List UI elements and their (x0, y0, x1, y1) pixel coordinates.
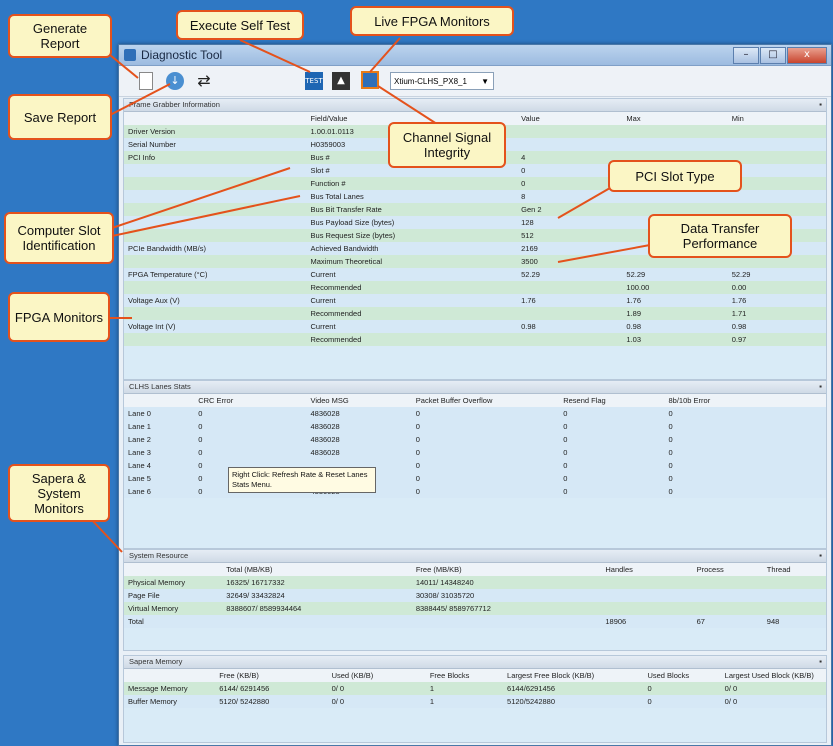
table-cell: 6144/ 6291456 (215, 682, 327, 695)
table-cell: 0 (665, 420, 827, 433)
table-cell: Maximum Theoretical (307, 255, 518, 268)
table-cell (124, 307, 307, 320)
table-cell (763, 602, 826, 615)
table-cell: 100.00 (622, 281, 727, 294)
table-cell: 0 (665, 459, 827, 472)
table-cell (517, 281, 622, 294)
table-cell: 0/ 0 (721, 682, 826, 695)
table-cell: 0 (194, 485, 306, 498)
table-cell (124, 229, 307, 242)
callout-pci-slot-type: PCI Slot Type (608, 160, 742, 192)
table-cell: Bus Request Size (bytes) (307, 229, 518, 242)
table-cell: 0.00 (728, 281, 826, 294)
table-cell (124, 216, 307, 229)
table-cell: 2169 (517, 242, 622, 255)
table-row[interactable] (124, 446, 826, 459)
table-cell: 512 (517, 229, 622, 242)
table-cell (622, 125, 727, 138)
table-cell (693, 576, 763, 589)
table-cell: 0/ 0 (328, 682, 426, 695)
table-cell: 8 (517, 190, 622, 203)
table-cell (763, 589, 826, 602)
table-cell: 0 (194, 446, 306, 459)
table-cell: 1.76 (728, 294, 826, 307)
column-header[interactable]: Resend Flag (559, 394, 664, 407)
table-cell: 0 (194, 407, 306, 420)
table-cell: 18906 (601, 615, 692, 628)
table-cell: 0 (559, 472, 664, 485)
column-header[interactable]: Free (MB/KB) (412, 563, 602, 576)
table-cell: 1.76 (517, 294, 622, 307)
column-header[interactable]: Used Blocks (643, 669, 720, 682)
table-cell: 1.03 (622, 333, 727, 346)
table-cell: 4836028 (307, 446, 412, 459)
table-cell: 0 (559, 485, 664, 498)
callout-generate-report: Generate Report (8, 14, 112, 58)
maximize-button[interactable]: □ (760, 47, 786, 64)
column-header[interactable]: Field/Value (307, 112, 518, 125)
callout-save-report: Save Report (8, 94, 112, 140)
callout-execute-self-test: Execute Self Test (176, 10, 304, 40)
table-cell: 948 (763, 615, 826, 628)
table-cell: 0 (559, 433, 664, 446)
column-header[interactable]: CRC Error (194, 394, 306, 407)
fpga-monitor-icon[interactable]: ▲ (332, 72, 350, 90)
table-cell (601, 589, 692, 602)
table-cell: Buffer Memory (124, 695, 215, 708)
system-resource-table (124, 563, 826, 628)
table-cell: 4836028 (307, 420, 412, 433)
table-row[interactable] (124, 433, 826, 446)
table-cell: Current (307, 268, 518, 281)
minimize-button[interactable]: – (733, 47, 759, 64)
table-cell (728, 190, 826, 203)
table-cell: 0/ 0 (328, 695, 426, 708)
column-header[interactable]: Used (KB/B) (328, 669, 426, 682)
table-cell: 0 (559, 420, 664, 433)
table-cell (728, 151, 826, 164)
table-cell: 0 (412, 472, 559, 485)
channel-signal-icon[interactable] (361, 71, 379, 89)
board-select[interactable] (390, 72, 494, 90)
table-cell: 0 (559, 459, 664, 472)
table-cell (124, 255, 307, 268)
table-cell: Message Memory (124, 682, 215, 695)
table-cell: Recommended (307, 281, 518, 294)
table-cell (728, 177, 826, 190)
pin-icon[interactable]: ▪ (819, 100, 822, 109)
table-cell: 4836028 (307, 407, 412, 420)
column-header[interactable]: Thread (763, 563, 826, 576)
table-cell: 52.29 (728, 268, 826, 281)
table-row[interactable] (124, 682, 826, 695)
column-header[interactable]: Video MSG (307, 394, 412, 407)
table-row[interactable] (124, 602, 826, 615)
column-header[interactable]: Value (517, 112, 622, 125)
table-cell: Recommended (307, 333, 518, 346)
toolbar (119, 66, 831, 97)
table-cell: 0 (665, 433, 827, 446)
system-resource-panel (123, 549, 827, 651)
table-cell: Bus Payload Size (bytes) (307, 216, 518, 229)
table-cell: 32649/ 33432824 (222, 589, 412, 602)
window-title: Diagnostic Tool (141, 48, 223, 62)
table-row[interactable] (124, 615, 826, 628)
clhs-header (124, 381, 826, 394)
table-cell (412, 615, 602, 628)
table-cell: H0359003 (307, 138, 518, 151)
table-cell: Lane 4 (124, 459, 194, 472)
header-row (124, 394, 826, 407)
table-cell: 16325/ 16717332 (222, 576, 412, 589)
save-report-icon[interactable]: ↓ (166, 72, 184, 90)
table-cell (124, 281, 307, 294)
board-select-value: Xtium-CLHS_PX8_1 (394, 77, 467, 86)
table-cell: 4 (517, 151, 622, 164)
table-cell: 128 (517, 216, 622, 229)
table-cell: 8388445/ 8589767712 (412, 602, 602, 615)
column-header[interactable] (124, 394, 194, 407)
table-cell: 1.00.01.0113 (307, 125, 518, 138)
table-cell (124, 164, 307, 177)
sapera-memory-panel (123, 655, 827, 743)
table-cell: 5120/ 5242880 (215, 695, 327, 708)
table-cell: 0 (665, 472, 827, 485)
table-cell (124, 203, 307, 216)
table-cell: 1 (426, 695, 503, 708)
callout-sapera-system-monitors: Sapera & System Monitors (8, 464, 110, 522)
column-header[interactable] (124, 669, 215, 682)
table-cell: 0/ 0 (721, 695, 826, 708)
table-cell: Virtual Memory (124, 602, 222, 615)
table-cell: Total (124, 615, 222, 628)
panel-title: Sapera Memory (129, 657, 183, 666)
table-cell: 6144/6291456 (503, 682, 643, 695)
table-cell: 0 (194, 459, 306, 472)
table-cell: Bus Total Lanes (307, 190, 518, 203)
table-cell (517, 138, 622, 151)
table-cell: Gen 2 (517, 203, 622, 216)
clhs-panel (123, 380, 827, 549)
table-cell: 0 (643, 695, 720, 708)
table-cell: Driver Version (124, 125, 307, 138)
callout-computer-slot-identification: Computer Slot Identification (4, 212, 114, 264)
table-row[interactable] (124, 420, 826, 433)
table-cell: Physical Memory (124, 576, 222, 589)
column-header[interactable]: Largest Used Block (KB/B) (721, 669, 826, 682)
column-header[interactable] (124, 112, 307, 125)
table-cell: 0 (643, 682, 720, 695)
table-row[interactable] (124, 576, 826, 589)
column-header[interactable]: Largest Free Block (KB/B) (503, 669, 643, 682)
column-header[interactable]: Packet Buffer Overflow (412, 394, 559, 407)
system-resource-header (124, 550, 826, 563)
table-cell: 30308/ 31035720 (412, 589, 602, 602)
table-cell: 1.71 (728, 307, 826, 320)
column-header[interactable]: Process (693, 563, 763, 576)
table-cell: Current (307, 294, 518, 307)
table-cell (517, 333, 622, 346)
panel-title: System Resource (129, 551, 189, 560)
table-cell (222, 615, 412, 628)
refresh-icon[interactable]: ⇄ (197, 71, 211, 90)
table-cell: FPGA Temperature (°C) (124, 268, 307, 281)
table-cell: Lane 5 (124, 472, 194, 485)
table-cell: 8388607/ 8589934464 (222, 602, 412, 615)
table-cell (728, 138, 826, 151)
table-cell: 0 (412, 420, 559, 433)
table-cell: 0.97 (728, 333, 826, 346)
table-row[interactable] (124, 589, 826, 602)
lanes-tooltip: Right Click: Refresh Rate & Reset Lanes Stats Menu. (228, 467, 376, 493)
table-cell: 52.29 (517, 268, 622, 281)
table-cell (601, 602, 692, 615)
table-cell (763, 576, 826, 589)
table-cell: Slot # (307, 164, 518, 177)
table-cell (124, 190, 307, 203)
callout-fpga-monitors: FPGA Monitors (8, 292, 110, 342)
table-cell: 0.98 (728, 320, 826, 333)
header-row (124, 563, 826, 576)
table-cell: 0 (194, 472, 306, 485)
callout-channel-signal-integrity: Channel Signal Integrity (388, 122, 506, 168)
table-cell (517, 125, 622, 138)
table-row[interactable] (124, 268, 826, 281)
table-cell: 5120/5242880 (503, 695, 643, 708)
pin-icon[interactable]: ▪ (819, 382, 822, 391)
column-header[interactable]: Total (MB/KB) (222, 563, 412, 576)
table-row[interactable] (124, 695, 826, 708)
table-cell (693, 602, 763, 615)
table-cell: 0 (412, 459, 559, 472)
header-row (124, 669, 826, 682)
table-cell: Bus Bit Transfer Rate (307, 203, 518, 216)
pin-icon[interactable]: ▪ (819, 551, 822, 560)
table-cell (124, 333, 307, 346)
column-header[interactable]: Handles (601, 563, 692, 576)
table-cell: 0 (194, 420, 306, 433)
table-cell: 0.98 (517, 320, 622, 333)
table-cell: PCIe Bandwidth (MB/s) (124, 242, 307, 255)
pin-icon[interactable]: ▪ (819, 657, 822, 666)
table-row[interactable] (124, 407, 826, 420)
chevron-down-icon: ▼ (481, 77, 489, 86)
table-cell: Lane 3 (124, 446, 194, 459)
table-cell (124, 177, 307, 190)
table-cell: 0 (517, 164, 622, 177)
app-icon (124, 49, 136, 61)
table-cell: 1.76 (622, 294, 727, 307)
table-cell: 0 (665, 446, 827, 459)
close-button[interactable]: x (787, 47, 827, 64)
table-cell: 0 (412, 433, 559, 446)
table-cell: 0 (412, 485, 559, 498)
table-cell: 0 (194, 433, 306, 446)
panel-title: CLHS Lanes Stats (129, 382, 191, 391)
table-cell: 0 (517, 177, 622, 190)
table-cell: 0 (665, 407, 827, 420)
panel-title: Frame Grabber Information (129, 100, 220, 109)
table-cell: 3500 (517, 255, 622, 268)
frame-grabber-header (124, 99, 826, 112)
table-cell: Lane 0 (124, 407, 194, 420)
table-cell: Current (307, 320, 518, 333)
table-cell: Recommended (307, 307, 518, 320)
generate-report-icon[interactable] (139, 72, 153, 90)
table-row[interactable] (124, 333, 826, 346)
column-header[interactable]: Min (728, 112, 826, 125)
table-cell: Page File (124, 589, 222, 602)
table-cell: Achieved Bandwidth (307, 242, 518, 255)
table-cell: 0 (412, 407, 559, 420)
table-cell (622, 138, 727, 151)
table-cell: 0 (559, 446, 664, 459)
table-row[interactable] (124, 320, 826, 333)
sapera-memory-table (124, 669, 826, 708)
table-cell: 1.89 (622, 307, 727, 320)
table-cell (728, 164, 826, 177)
column-header[interactable]: Max (622, 112, 727, 125)
table-cell (601, 576, 692, 589)
table-cell: Voltage Int (V) (124, 320, 307, 333)
table-cell: Function # (307, 177, 518, 190)
table-cell: 52.29 (622, 268, 727, 281)
table-cell: 0 (559, 407, 664, 420)
column-header[interactable] (124, 563, 222, 576)
column-header[interactable]: Free Blocks (426, 669, 503, 682)
column-header[interactable]: Free (KB/B) (215, 669, 327, 682)
table-cell: PCI Info (124, 151, 307, 164)
column-header[interactable]: 8b/10b Error (665, 394, 827, 407)
table-cell (693, 589, 763, 602)
table-cell: Lane 1 (124, 420, 194, 433)
table-cell: 0 (665, 485, 827, 498)
table-row[interactable] (124, 307, 826, 320)
table-cell: 1 (426, 682, 503, 695)
table-cell (517, 307, 622, 320)
callout-live-fpga-monitors: Live FPGA Monitors (350, 6, 514, 36)
window-controls (732, 47, 827, 64)
sapera-memory-header (124, 656, 826, 669)
table-cell: 67 (693, 615, 763, 628)
table-row[interactable] (124, 281, 826, 294)
callout-data-transfer-performance: Data Transfer Performance (648, 214, 792, 258)
table-cell: 14011/ 14348240 (412, 576, 602, 589)
table-cell: Bus # (307, 151, 518, 164)
table-cell: 4836028 (307, 433, 412, 446)
title-bar[interactable] (119, 45, 831, 66)
table-cell: Lane 6 (124, 485, 194, 498)
table-cell: Serial Number (124, 138, 307, 151)
table-cell: 0.98 (622, 320, 727, 333)
table-cell: 0 (412, 446, 559, 459)
self-test-icon[interactable]: TEST (305, 72, 323, 90)
table-cell (728, 125, 826, 138)
table-cell: Voltage Aux (V) (124, 294, 307, 307)
table-row[interactable] (124, 294, 826, 307)
table-cell: Lane 2 (124, 433, 194, 446)
